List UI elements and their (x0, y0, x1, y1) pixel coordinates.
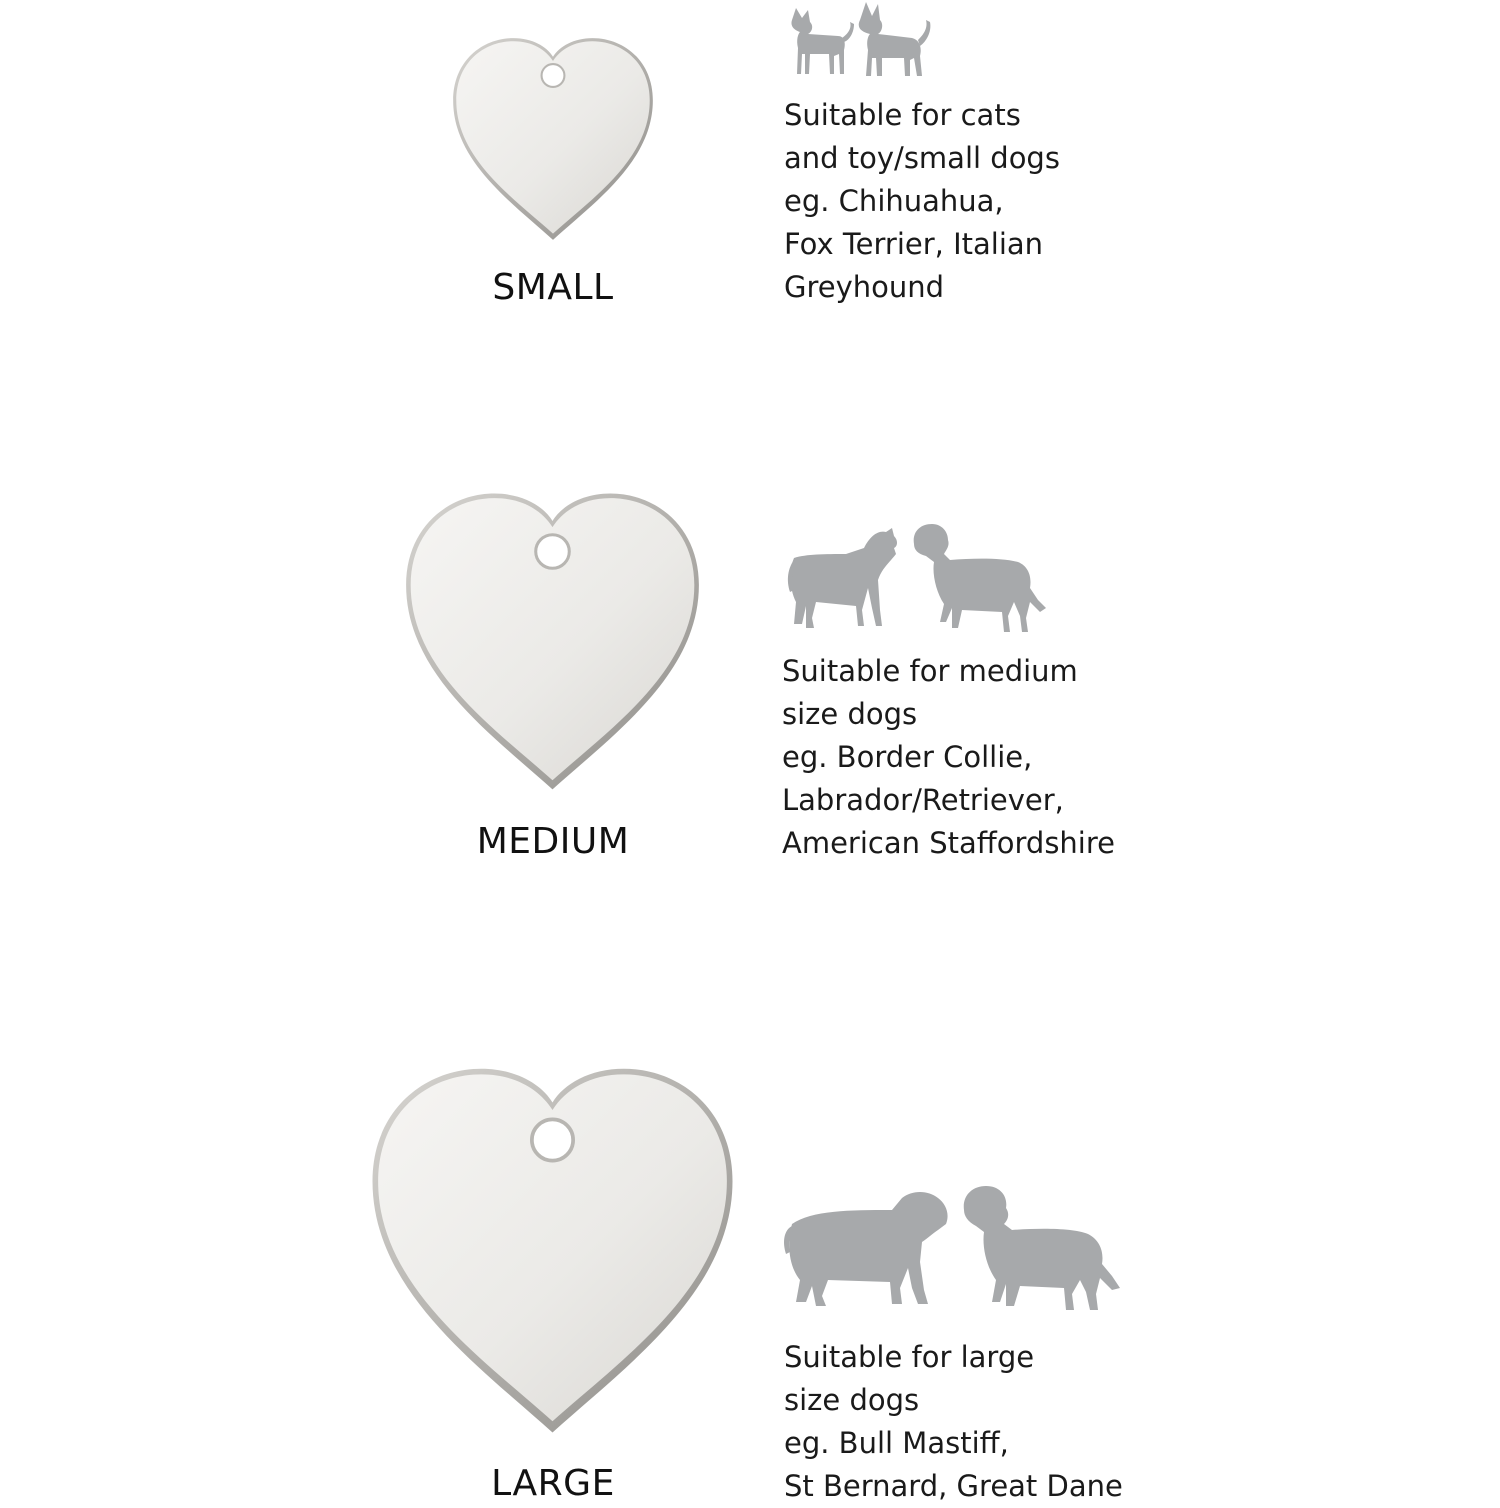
description-line: Suitable for medium (782, 654, 1078, 688)
description-line: Suitable for large (784, 1340, 1035, 1374)
size-description-small (784, 94, 1060, 309)
description-line: Greyhound (784, 270, 945, 304)
size-description-large (784, 1336, 1123, 1508)
size-label-medium: MEDIUM (476, 821, 630, 862)
medium-dogs-silhouette-icon (786, 518, 1048, 636)
size-label-large: LARGE (491, 1463, 615, 1504)
heart-tag-small-image (448, 36, 658, 244)
description-line: eg. Border Collie, (782, 740, 1033, 774)
description-line: size dogs (782, 697, 918, 731)
heart-tag-large-image (365, 1060, 740, 1445)
large-dogs-silhouette-icon (782, 1184, 1122, 1312)
size-description-medium (782, 650, 1115, 865)
description-line: Fox Terrier, Italian (784, 227, 1044, 261)
description-line: Suitable for cats (784, 98, 1021, 132)
size-label-small: SMALL (492, 267, 614, 308)
description-line: size dogs (784, 1383, 920, 1417)
description-line: eg. Chihuahua, (784, 184, 1004, 218)
description-line: St Bernard, Great Dane (784, 1469, 1123, 1503)
description-line: Labrador/Retriever, (782, 783, 1064, 817)
description-line: eg. Bull Mastiff, (784, 1426, 1009, 1460)
small-dogs-silhouette-icon (782, 0, 932, 80)
description-line: and toy/small dogs (784, 141, 1060, 175)
heart-tag-medium-image (400, 488, 705, 798)
description-line: American Staffordshire (782, 826, 1115, 860)
